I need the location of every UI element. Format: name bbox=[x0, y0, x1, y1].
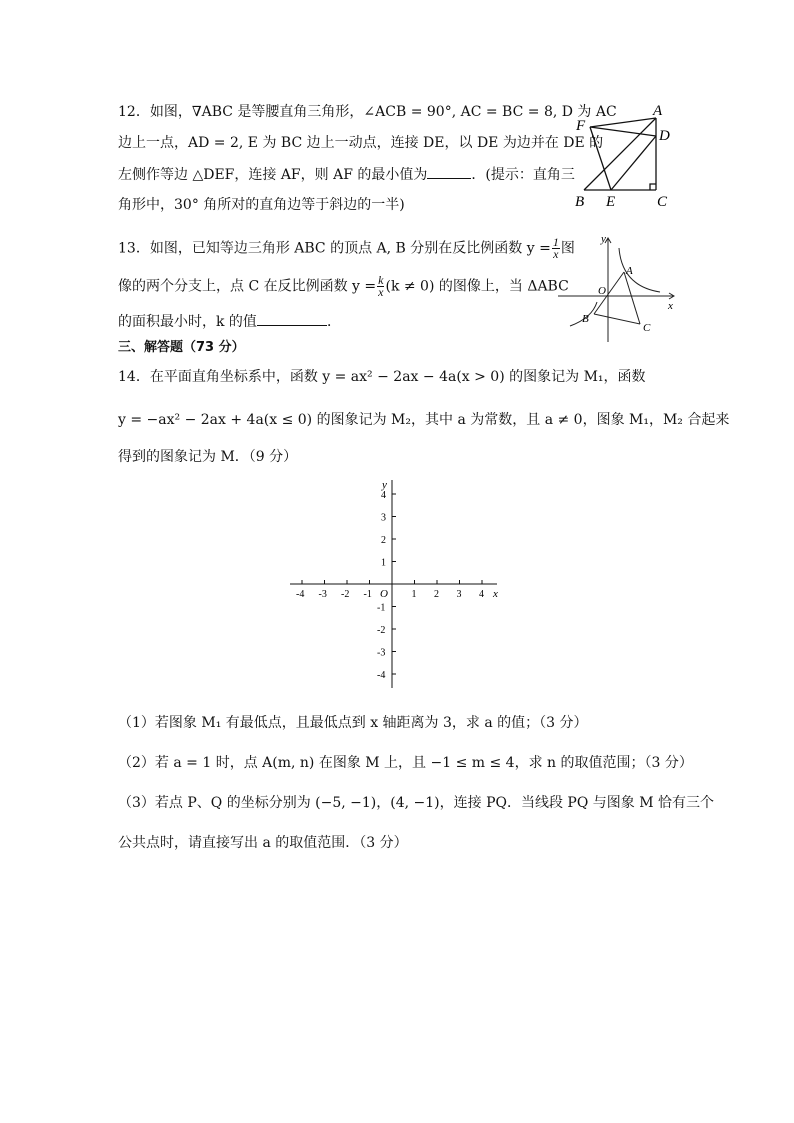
y-tick-label: -2 bbox=[377, 625, 386, 636]
q13-line-2-end: (k ≠ 0) 的图像上，当 ΔABC bbox=[385, 278, 569, 295]
origin-label: O bbox=[380, 588, 388, 600]
q13-line-1-start: 13．如图，已知等边三角形 ABC 的顶点 A, B 分别在反比例函数 y = bbox=[118, 240, 551, 257]
x-tick-label: 4 bbox=[479, 589, 484, 600]
origin-label: O bbox=[598, 285, 606, 297]
section-heading: 三、解答题（73 分） bbox=[118, 340, 245, 355]
label-E: E bbox=[606, 194, 616, 210]
fraction-numerator: k bbox=[378, 273, 384, 287]
label-F: F bbox=[576, 118, 586, 134]
q13-figure bbox=[556, 230, 680, 346]
x-tick-label: -2 bbox=[341, 589, 350, 600]
axis-y-label: y bbox=[382, 479, 387, 491]
q12-line-2: 边上一点，AD = 2, E 为 BC 边上一动点，连接 DE，以 DE 为边并在 DE 的 bbox=[118, 135, 604, 151]
fraction-denominator: x bbox=[553, 247, 559, 261]
y-tick-label: -1 bbox=[377, 602, 386, 614]
axis-x-label: x bbox=[493, 588, 498, 600]
label-B: B bbox=[582, 313, 589, 325]
label-C: C bbox=[643, 322, 651, 334]
q12-line-4: 角形中，30° 角所对的直角边等于斜边的一半) bbox=[118, 197, 405, 213]
q12-line-1: 12．如图，∇ABC 是等腰直角三角形，∠ACB = 90°, AC = BC = 8, D 为 AC bbox=[118, 104, 617, 120]
label-B: B bbox=[575, 194, 585, 210]
coordinate-plane bbox=[285, 476, 505, 692]
answer-blank-q12 bbox=[427, 164, 471, 179]
x-ticks bbox=[296, 580, 484, 600]
q13-line-3-end: ． bbox=[326, 314, 341, 330]
y-tick-label: 2 bbox=[381, 535, 386, 546]
fraction-denominator: x bbox=[378, 285, 384, 299]
q13-line-1 bbox=[118, 237, 575, 260]
y-ticks bbox=[377, 490, 396, 681]
q13-line-3-start: 的面积最小时，k 的值 bbox=[118, 314, 257, 330]
x-tick-label: -1 bbox=[363, 589, 372, 600]
x-tick-label: -4 bbox=[296, 589, 305, 600]
x-tick-label: -3 bbox=[318, 589, 327, 600]
y-tick-label: -4 bbox=[377, 670, 386, 681]
x-tick-label: 2 bbox=[434, 589, 439, 600]
x-tick-label: 3 bbox=[456, 589, 462, 600]
label-D: D bbox=[659, 128, 670, 144]
q14-sub-1: （1）若图象 M₁ 有最低点，且最低点到 x 轴距离为 3，求 a 的值；（3 分） bbox=[118, 715, 588, 731]
fraction-k-over-x bbox=[377, 275, 384, 298]
q13-line-2-start: 像的两个分支上，点 C 在反比例函数 y = bbox=[118, 278, 377, 295]
y-tick-label: -3 bbox=[377, 647, 386, 659]
y-tick-label: 1 bbox=[381, 557, 386, 569]
q13-line-1-end: 图 bbox=[560, 240, 575, 257]
label-C: C bbox=[657, 194, 668, 210]
q12-line-3 bbox=[118, 164, 575, 185]
q14-sub-3-line-2: 公共点时，请直接写出 a 的取值范围．（3 分） bbox=[118, 835, 408, 851]
axis-y-label: y bbox=[601, 233, 606, 245]
q12-figure bbox=[570, 102, 675, 212]
q12-line-3-start: 左侧作等边 △DEF，连接 AF，则 AF 的最小值为 bbox=[118, 167, 428, 183]
q13-line-3 bbox=[118, 311, 341, 332]
q14-line-2: y = −ax² − 2ax + 4a(x ≤ 0) 的图象记为 M₂，其中 a 为常数，且 a ≠ 0，图象 M₁，M₂ 合起来 bbox=[118, 412, 730, 428]
q14-line-1: 14．在平面直角坐标系中，函数 y = ax² − 2ax − 4a(x > 0) 的图象记为 M₁，函数 bbox=[118, 369, 646, 385]
q14-line-3: 得到的图象记为 M．（9 分） bbox=[118, 449, 298, 465]
y-tick-label: 3 bbox=[381, 512, 386, 524]
y-tick-label: 4 bbox=[381, 490, 386, 501]
answer-blank-q13 bbox=[257, 311, 327, 326]
x-tick-label: 1 bbox=[411, 589, 417, 600]
label-A: A bbox=[626, 265, 633, 277]
q12-line-3-end: ．(提示：直角三 bbox=[471, 167, 575, 183]
q14-sub-2: （2）若 a = 1 时，点 A(m, n) 在图象 M 上，且 −1 ≤ m ≤ 4，求 n 的取值范围；（3 分） bbox=[118, 755, 693, 771]
fraction-numerator: 1 bbox=[552, 235, 559, 249]
q14-sub-3-line-1: （3）若点 P、Q 的坐标分别为 (−5, −1)，(4, −1)，连接 PQ．当线段 PQ 与图象 M 恰有三个 bbox=[118, 795, 715, 811]
q13-line-2 bbox=[118, 275, 569, 298]
axis-x-label: x bbox=[668, 300, 673, 312]
label-A: A bbox=[653, 103, 663, 119]
